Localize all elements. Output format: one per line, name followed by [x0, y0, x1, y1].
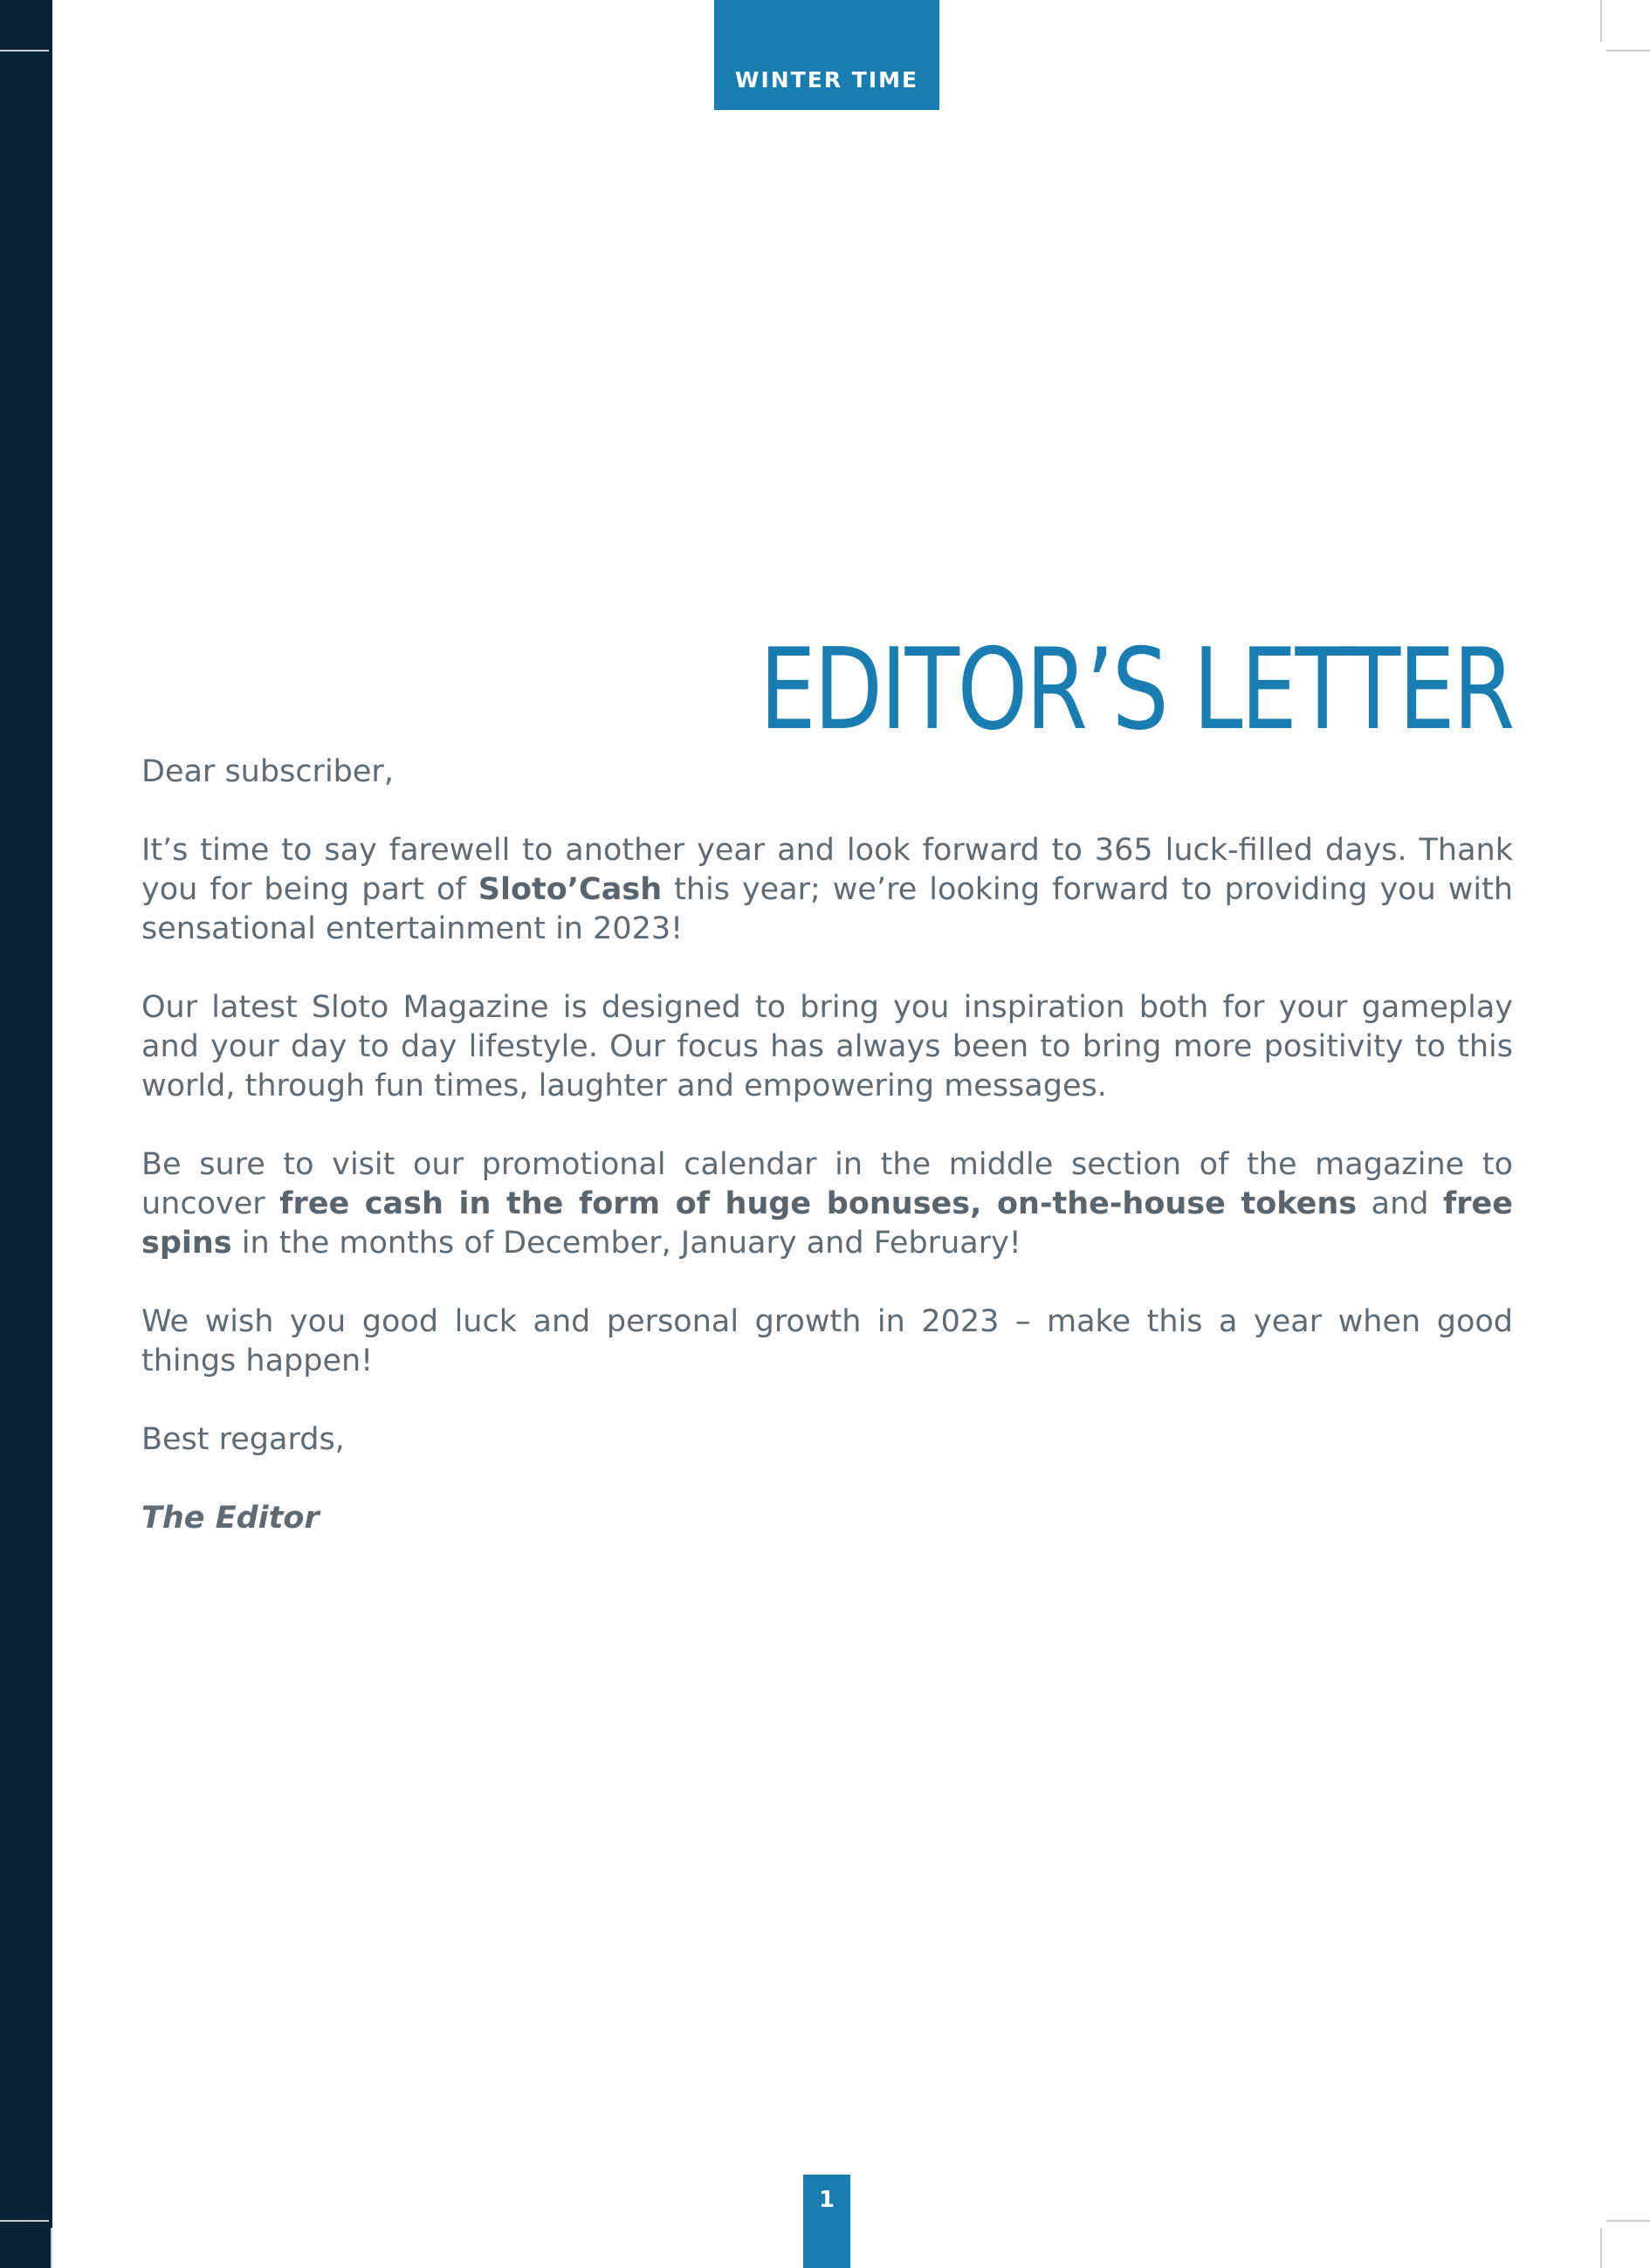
paragraph-text: Be sure to visit our promotional calendar in the middle section of the magazine to uncover — [141, 1147, 1513, 1221]
crop-mark-top-left — [0, 50, 49, 52]
paragraph-text: in the months of December, January and February! — [231, 1226, 1021, 1261]
letter-body — [141, 753, 1513, 1577]
highlight-free-cash: free cash in the form of huge bonuses, on-the-house tokens — [279, 1186, 1358, 1221]
closing: Best regards, — [141, 1422, 345, 1457]
page-number: 1 — [803, 2175, 850, 2268]
paragraph-magazine: Our latest Sloto Magazine is designed to bring you inspiration both for your gameplay and your day to day lifestyle. Our focus has always been to bring more positivity to this world, through fun times, laughter and empowering messages. — [141, 990, 1513, 1103]
paragraph-text: this year; we’re looking forward to providing you with sensational entertainment in 2023! — [141, 872, 1513, 946]
paragraph-farewell — [141, 831, 1513, 949]
binding-spine — [0, 0, 52, 2268]
page-title: EDITOR’S LETTER — [759, 624, 1513, 755]
crop-mark-bottom-right-vertical — [1600, 2228, 1602, 2268]
crop-mark-bottom-right-horizontal — [1606, 2220, 1650, 2222]
crop-mark-bottom-left-vertical — [51, 2228, 52, 2268]
brand-name: Sloto’Cash — [478, 872, 663, 907]
crop-mark-top-right-horizontal — [1606, 50, 1650, 52]
paragraph-text: It’s time to say farewell to another year and look forward to 365 luck-filled days. Thank you for being part of — [141, 833, 1513, 907]
section-label-tab: WINTER TIME — [714, 0, 939, 110]
signature: The Editor — [141, 1501, 320, 1536]
salutation: Dear subscriber, — [141, 754, 394, 789]
paragraph-promotions — [141, 1145, 1513, 1263]
crop-mark-top-right-vertical — [1600, 0, 1602, 42]
highlight-free-spins: free spins — [141, 1186, 1513, 1261]
paragraph-text: and — [1357, 1186, 1444, 1221]
crop-mark-bottom-left — [0, 2220, 49, 2222]
paragraph-wishes: We wish you good luck and personal growth in 2023 – make this a year when good things happen! — [141, 1304, 1513, 1378]
